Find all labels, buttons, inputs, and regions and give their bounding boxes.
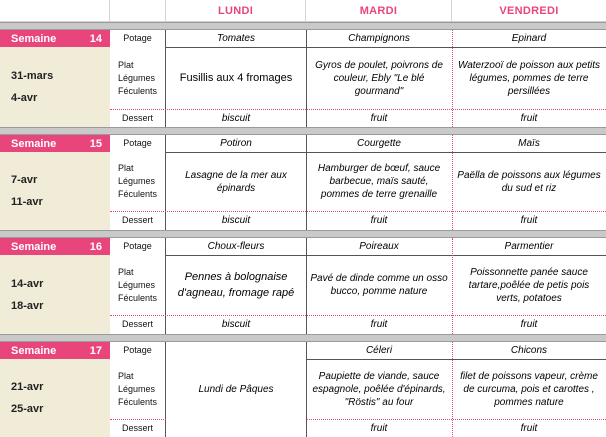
day-header-vendredi: VENDREDI — [452, 0, 606, 22]
week-17-label — [0, 342, 110, 359]
row-label-plat: Plat Légumes Féculents — [110, 255, 166, 315]
lundi-dessert: biscuit — [221, 112, 251, 124]
row-divider — [110, 419, 166, 420]
week-number: 15 — [89, 137, 102, 150]
week-start-date: 31-mars — [11, 70, 54, 82]
lundi-dessert: biscuit — [221, 215, 251, 226]
week-separator — [0, 22, 606, 30]
lundi-plat: Fusillis aux 4 fromages — [179, 72, 293, 84]
vendredi-dessert: fruit — [520, 112, 538, 124]
mardi-plat: Pavé de dinde comme un osso bucco, pomme nature — [310, 273, 448, 297]
lundi-potage: Tomates — [217, 33, 255, 44]
vendredi-plat: filet de poissons vapeur, crème de curcuma, pois et carottes , pommes nature — [460, 370, 598, 408]
week-number: 14 — [89, 32, 102, 45]
day-header-mardi: MARDI — [306, 0, 452, 22]
mardi-potage: Courgette — [357, 138, 401, 149]
vendredi-potage: Chicons — [510, 345, 548, 356]
week-17-dates — [0, 359, 110, 437]
week-start-date: 7-avr — [11, 174, 38, 186]
week-15-dates — [0, 152, 110, 230]
week-end-date: 4-avr — [11, 92, 38, 104]
vendredi-dessert: fruit — [520, 215, 538, 226]
week-start-date: 14-avr — [11, 277, 44, 290]
week-number: 17 — [89, 344, 102, 357]
week-end-date: 11-avr — [11, 196, 43, 208]
mardi-dessert: fruit — [370, 422, 388, 434]
mardi-plat: Gyros de poulet, poivrons de couleur, Ebly "Le blé gourmand" — [315, 59, 443, 97]
vendredi-potage: Maïs — [518, 138, 540, 149]
lundi-potage: Potiron — [220, 138, 252, 149]
mardi-plat: Paupiette de viande, sauce espagnole, poêlée d'épinards, "Röstis" au four — [312, 370, 446, 408]
row-label-plat: Plat Légumes Féculents — [110, 152, 166, 211]
row-label-dessert: Dessert — [110, 109, 166, 127]
mardi-potage: Champignons — [348, 33, 410, 44]
week-number: 16 — [89, 240, 102, 253]
row-divider — [166, 255, 606, 256]
row-label-potage: Potage — [110, 30, 166, 47]
lundi-potage: Choux-fleurs — [207, 241, 265, 252]
header-blank-cell — [0, 0, 110, 22]
week-16-label — [0, 238, 110, 255]
vendredi-dessert: fruit — [520, 422, 538, 434]
week-16-dates — [0, 255, 110, 334]
week-separator — [0, 334, 606, 342]
vendredi-potage: Epinard — [511, 33, 547, 44]
row-label-plat: Plat Légumes Féculents — [110, 47, 166, 109]
mardi-plat: Hamburger de bœuf, sauce barbecue, maïs sauté, pommes de terre grenaille — [317, 163, 441, 200]
week-start-date: 21-avr — [11, 381, 44, 393]
lundi-dessert: biscuit — [221, 319, 251, 330]
mardi-dessert: fruit — [370, 215, 388, 226]
mardi-dessert: fruit — [370, 112, 388, 124]
week-end-date: 25-avr — [11, 403, 44, 415]
row-label-potage: Potage — [110, 342, 166, 359]
week-end-date: 18-avr — [11, 299, 44, 312]
row-label-dessert: Dessert — [110, 419, 166, 437]
col-divider — [452, 238, 453, 334]
row-divider — [110, 315, 606, 316]
lundi-plat: Lasagne de la mer aux épinards — [185, 169, 287, 194]
row-divider — [306, 419, 606, 420]
row-divider — [166, 152, 606, 153]
week-14-label — [0, 30, 110, 47]
col-divider — [306, 238, 307, 334]
mardi-potage: Poireaux — [359, 241, 399, 252]
col-divider — [452, 135, 453, 230]
lundi-plat: Pennes à bolognaise d'agneau, fromage rapé — [177, 271, 295, 299]
row-divider — [306, 359, 606, 360]
vendredi-plat: Paëlla de poissons aux légumes du sud et riz — [457, 169, 601, 194]
week-15-label — [0, 135, 110, 152]
week-14-dates — [0, 47, 110, 127]
week-label-text: Semaine — [11, 137, 57, 150]
lundi-holiday: Lundi de Pâques — [198, 384, 274, 395]
row-label-dessert: Dessert — [110, 211, 166, 230]
mardi-potage: Céleri — [365, 345, 393, 356]
mardi-dessert: fruit — [370, 319, 388, 330]
week-separator — [0, 230, 606, 238]
week-label-text: Semaine — [11, 344, 57, 357]
col-divider — [452, 30, 453, 127]
vendredi-potage: Parmentier — [504, 241, 554, 252]
row-divider — [110, 211, 606, 212]
week-label-text: Semaine — [11, 32, 57, 45]
row-divider — [166, 47, 606, 48]
row-divider — [110, 109, 606, 110]
row-label-potage: Potage — [110, 135, 166, 152]
col-divider — [306, 135, 307, 230]
header-blank-cell — [110, 0, 166, 22]
row-label-potage: Potage — [110, 238, 166, 255]
week-separator — [0, 127, 606, 135]
week-label-text: Semaine — [11, 240, 57, 253]
vendredi-dessert: fruit — [520, 319, 538, 330]
col-divider — [306, 342, 307, 437]
row-label-dessert: Dessert — [110, 315, 166, 334]
row-label-plat: Plat Légumes Féculents — [110, 359, 166, 419]
col-divider — [452, 342, 453, 437]
day-header-lundi: LUNDI — [166, 0, 306, 22]
col-divider — [306, 30, 307, 127]
vendredi-plat: Poissonnette panée sauce tartare,poêlée de petis pois verts, potatoes — [468, 266, 590, 304]
vendredi-plat: Waterzooï de poisson aux petits légumes, pommes de terre persillées — [457, 59, 601, 97]
